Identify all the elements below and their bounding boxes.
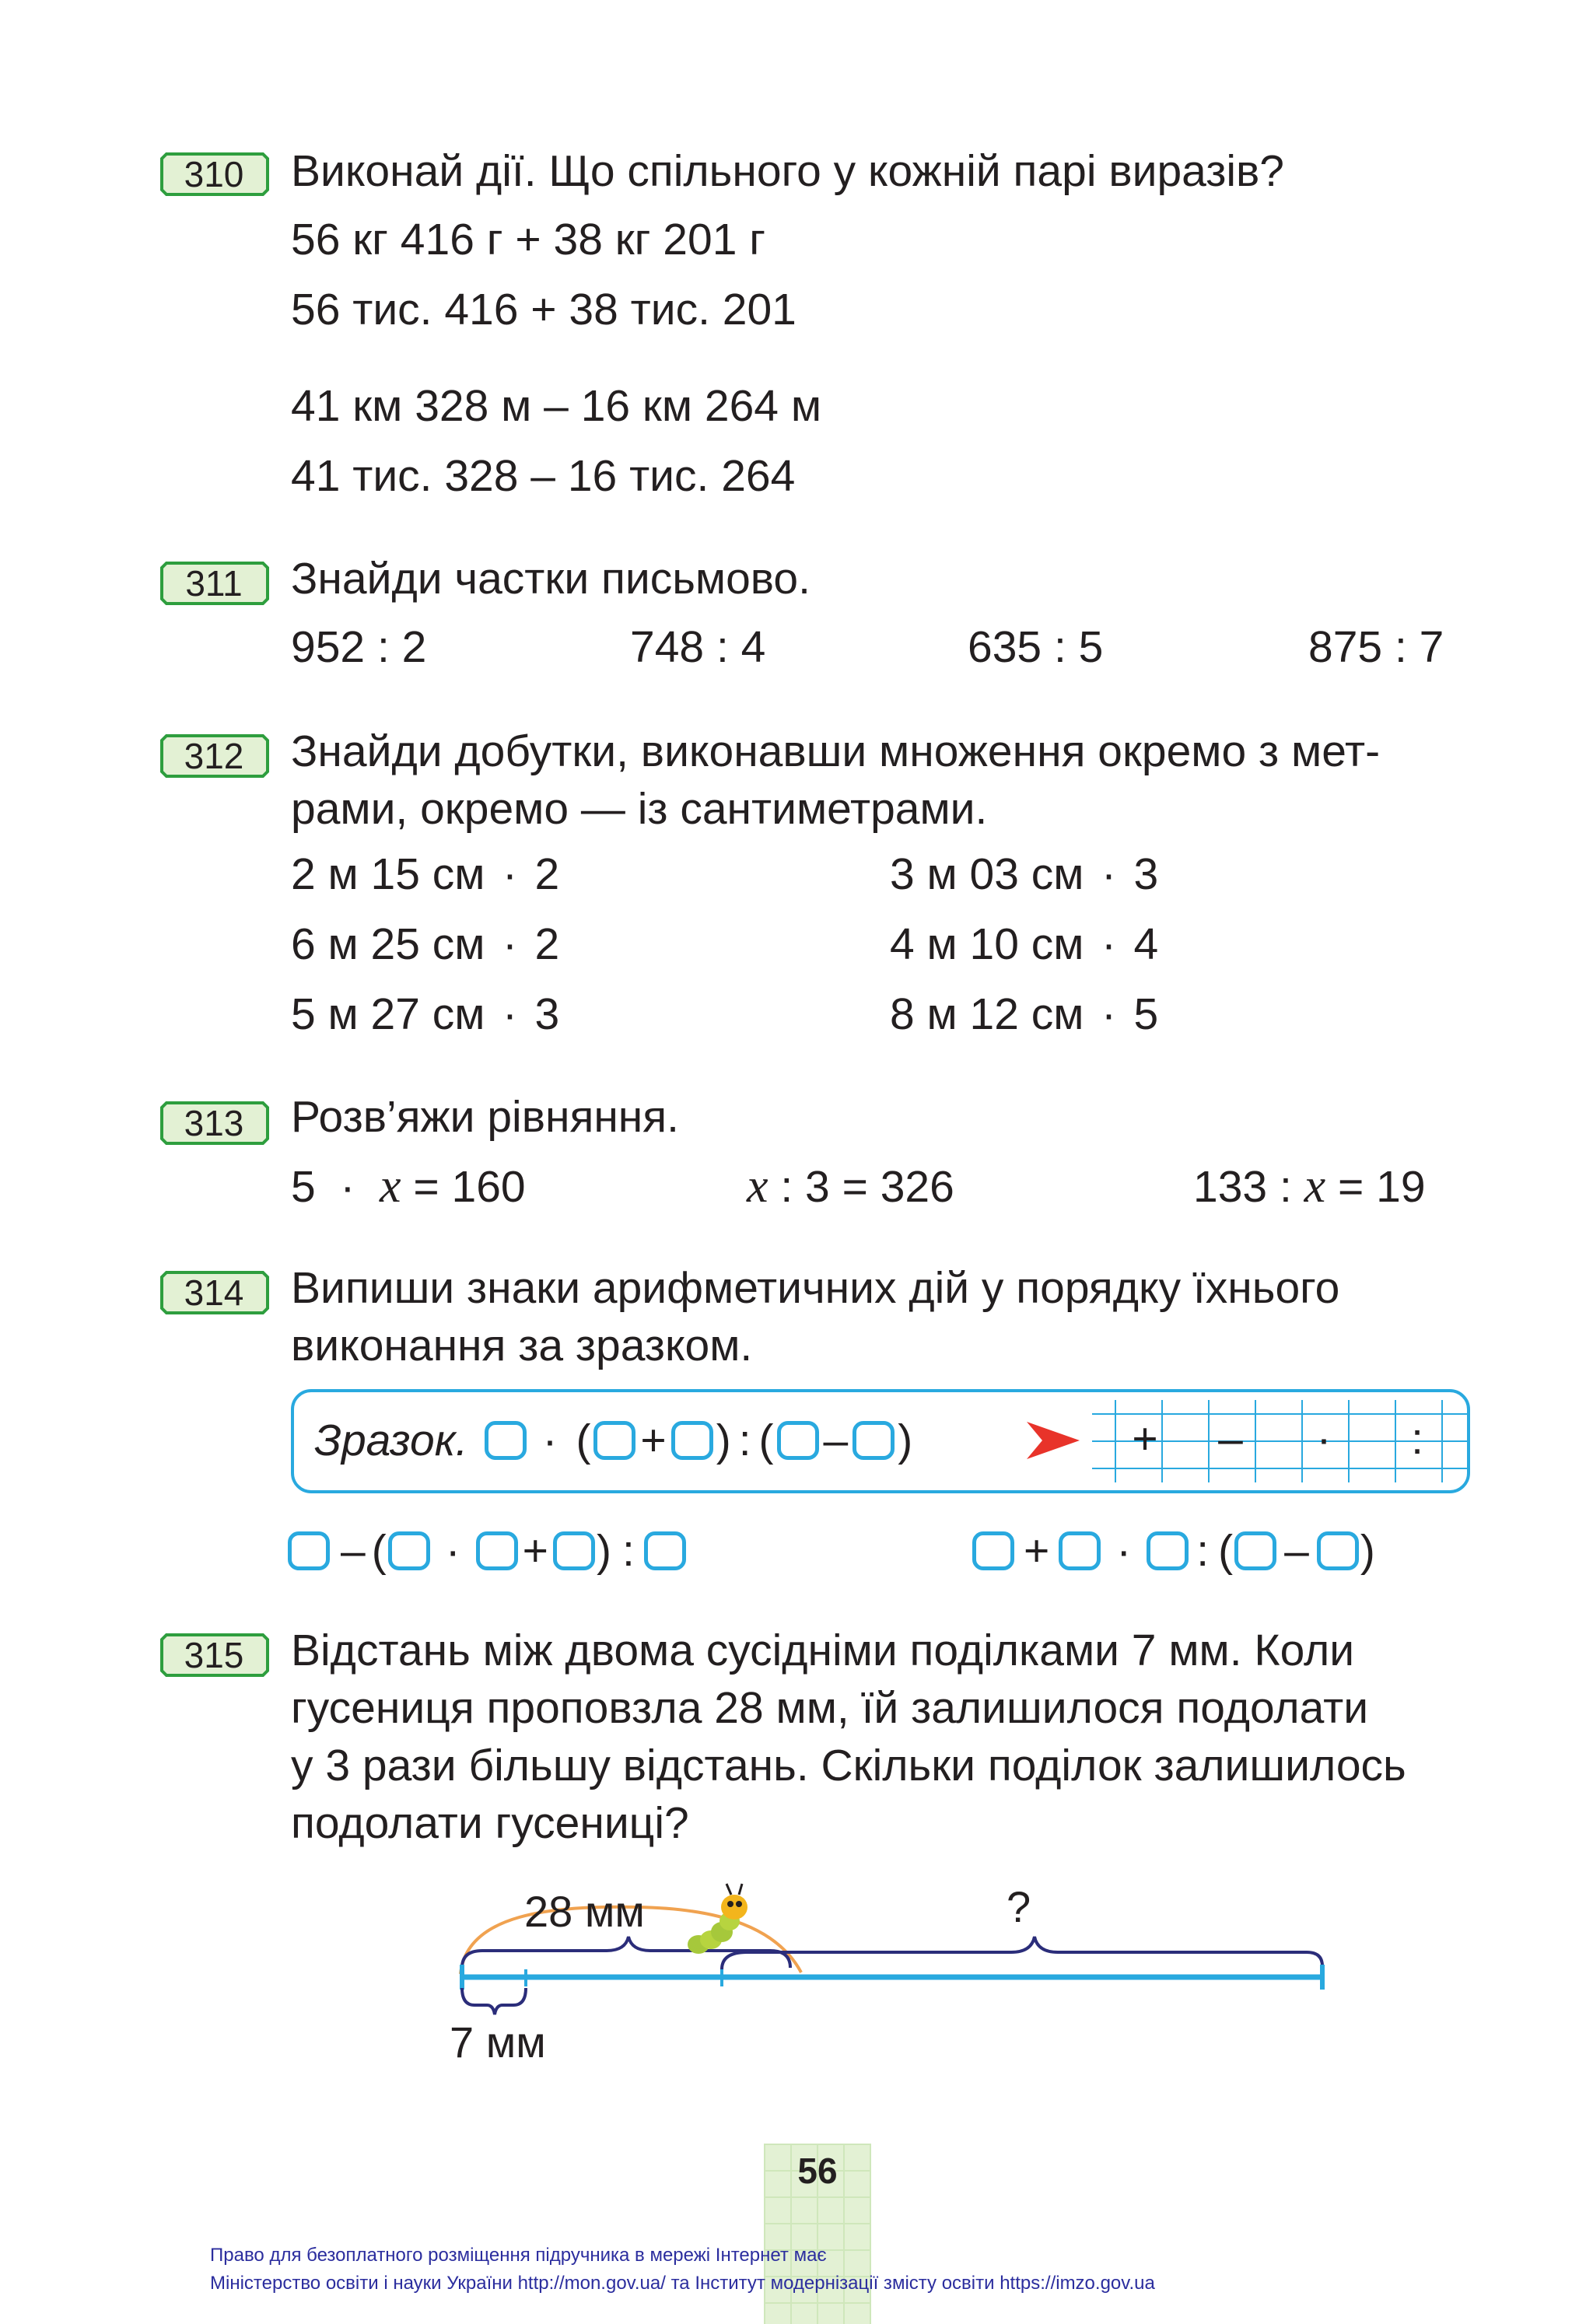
- task-number-badge: [159, 1269, 269, 1316]
- expression: 56 кг 416 г + 38 кг 201 г: [291, 215, 766, 264]
- division-expression: 952 : 2: [291, 622, 427, 672]
- task-text: подолати гусениці?: [291, 1798, 689, 1848]
- number-box: [553, 1531, 595, 1570]
- footer-line: Міністерство освіти і науки України http://mon.gov.ua/ та Інститут модернізації змісту освіти https://imzo.gov.ua: [210, 2273, 1155, 2294]
- task-text: Відстань між двома сусідніми поділками 7 мм. Коли: [291, 1626, 1355, 1675]
- task-number-badge: [159, 151, 269, 198]
- task-number-badge: [159, 733, 269, 779]
- task-number-badge: [159, 560, 269, 607]
- caterpillar-icon: [688, 1884, 747, 1954]
- number-box: [777, 1421, 819, 1460]
- division-brace: [462, 1988, 526, 2014]
- task-number-badge: [159, 1632, 269, 1678]
- exercise-expression: + · : ( – ): [972, 1521, 1377, 1580]
- exercise-expression: – ( · + ) :: [288, 1521, 686, 1580]
- number-box: [1059, 1531, 1101, 1570]
- sample-expression: Зразок. · ( + ) : ( – ): [314, 1416, 913, 1465]
- number-box: [476, 1531, 518, 1570]
- task-text: гусениця проповзла 28 мм, їй залишилося подолати: [291, 1683, 1369, 1733]
- number-box: [972, 1531, 1014, 1570]
- division-expression: 635 : 5: [968, 622, 1104, 672]
- division-label: 7 мм: [450, 2018, 546, 2067]
- task-text: у 3 рази більшу відстань. Скільки поділок залишилось: [291, 1741, 1406, 1790]
- multiplication-expression: 8 м 12 см · 5: [890, 989, 1159, 1039]
- number-box: [288, 1531, 330, 1570]
- arrow-icon: [1025, 1419, 1081, 1462]
- crawled-label: 28 мм: [524, 1887, 645, 1936]
- task-prompt: Випиши знаки арифметичних дій у порядку їхнього: [291, 1263, 1340, 1313]
- answer-sign: ·: [1316, 1414, 1332, 1464]
- task-prompt: Виконай дії. Що спільного у кожній парі виразів?: [291, 146, 1284, 196]
- task-prompt: Знайди добутки, виконавши множення окремо з мет-: [291, 726, 1381, 776]
- number-box: [388, 1531, 430, 1570]
- expression: 41 тис. 328 – 16 тис. 264: [291, 451, 796, 501]
- task-number: 315: [184, 1635, 244, 1675]
- task-number: 312: [184, 736, 244, 776]
- task-number: 313: [184, 1103, 244, 1143]
- task-number: 314: [184, 1272, 244, 1313]
- remaining-brace: [722, 1937, 1322, 1969]
- expression: 56 тис. 416 + 38 тис. 201: [291, 285, 796, 334]
- page-number: 56: [797, 2151, 838, 2191]
- task-number-badge: [159, 1100, 269, 1146]
- number-box: [853, 1421, 895, 1460]
- number-box: [593, 1421, 635, 1460]
- task-number: 310: [184, 154, 244, 194]
- sample-label: Зразок.: [314, 1416, 468, 1465]
- multiplication-expression: 6 м 25 см · 2: [291, 919, 560, 969]
- equation: 5 · x = 160: [291, 1160, 526, 1213]
- expression: 41 км 328 м – 16 км 264 м: [291, 381, 822, 431]
- number-box: [485, 1421, 527, 1460]
- task-prompt: виконання за зразком.: [291, 1321, 753, 1370]
- answer-sign: –: [1218, 1414, 1243, 1464]
- footer-line: Право для безоплатного розміщення підручника в мережі Інтернет має: [210, 2245, 827, 2266]
- equation: x : 3 = 326: [747, 1160, 954, 1213]
- number-box: [1147, 1531, 1189, 1570]
- equation: 133 : x = 19: [1193, 1160, 1426, 1213]
- multiplication-expression: 2 м 15 см · 2: [291, 849, 560, 899]
- division-expression: 875 : 7: [1308, 622, 1444, 672]
- number-box: [1317, 1531, 1359, 1570]
- remaining-label: ?: [1007, 1882, 1031, 1931]
- answer-sign: +: [1132, 1414, 1158, 1464]
- multiplication-expression: 3 м 03 см · 3: [890, 849, 1159, 899]
- task-prompt: Розв’яжи рівняння.: [291, 1092, 679, 1142]
- task-prompt: рами, окремо — із сантиметрами.: [291, 784, 988, 834]
- task-prompt: Знайди частки письмово.: [291, 554, 811, 604]
- number-box: [671, 1421, 713, 1460]
- multiplication-expression: 4 м 10 см · 4: [890, 919, 1159, 969]
- number-box: [644, 1531, 686, 1570]
- division-expression: 748 : 4: [630, 622, 766, 672]
- multiplication-expression: 5 м 27 см · 3: [291, 989, 560, 1039]
- task-number: 311: [185, 563, 243, 604]
- number-box: [1234, 1531, 1276, 1570]
- answer-sign: :: [1411, 1414, 1423, 1464]
